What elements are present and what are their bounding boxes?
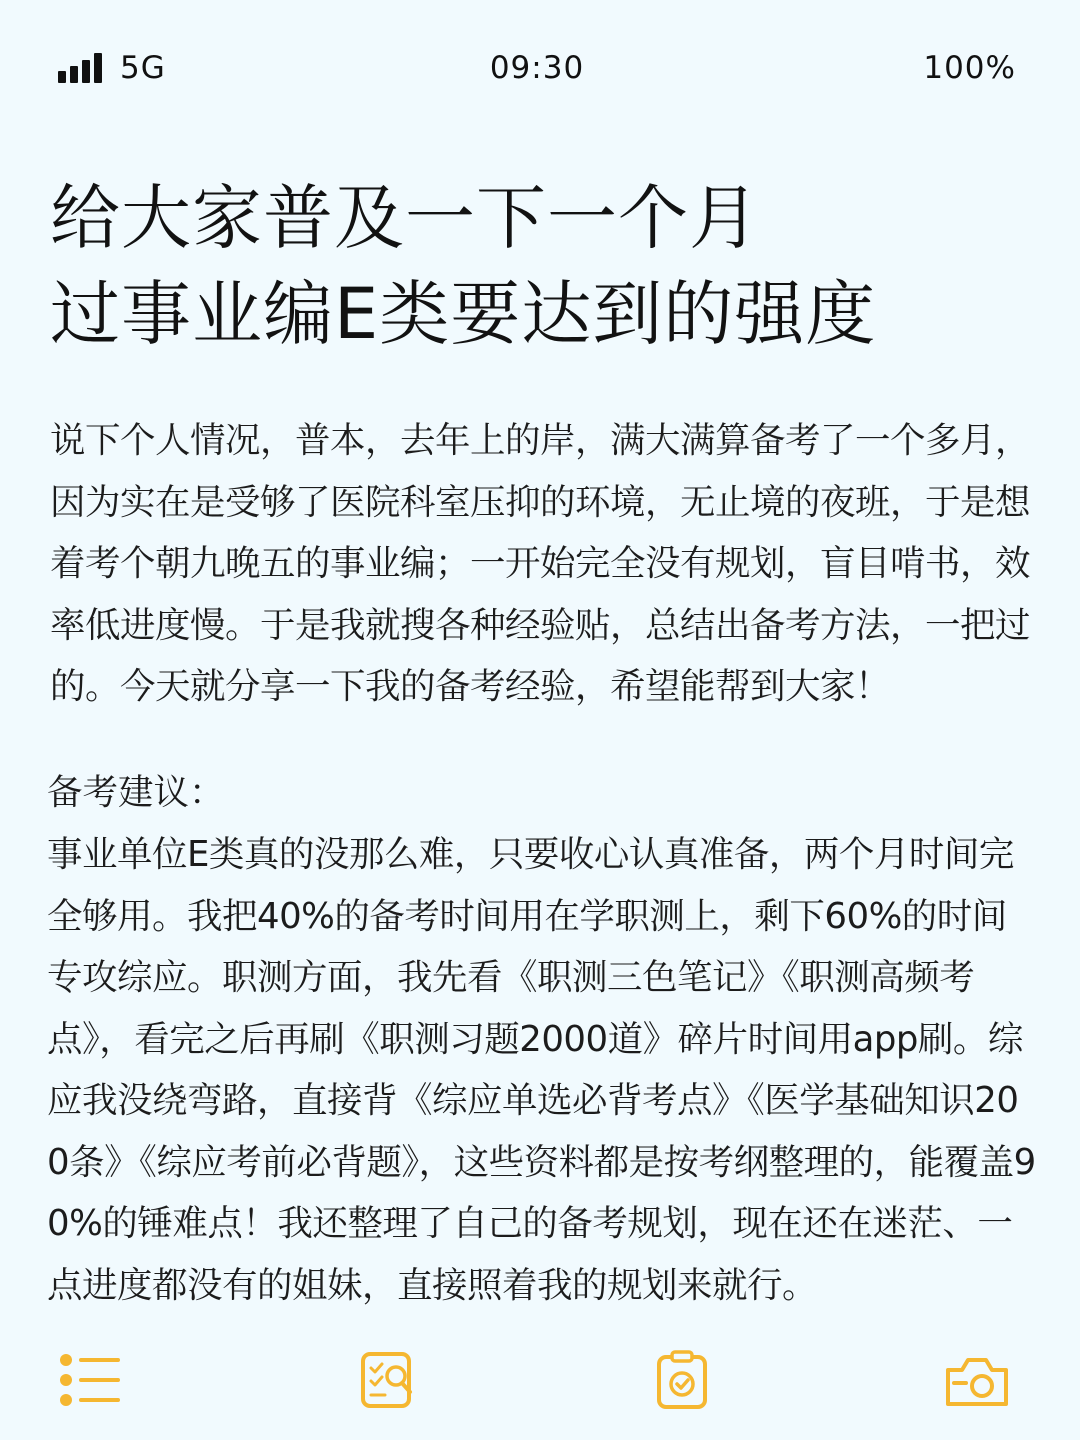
post-title-line-2: 过事业编E类要达到的强度 bbox=[50, 273, 877, 355]
bottom-toolbar bbox=[0, 1350, 1080, 1414]
network-type: 5G bbox=[120, 50, 166, 86]
camera-icon[interactable] bbox=[944, 1350, 1010, 1410]
post-title-line-1: 给大家普及一下一个月 bbox=[50, 177, 760, 259]
advice-heading: 备考建议： bbox=[47, 772, 225, 813]
post-title bbox=[50, 170, 1030, 362]
status-time: 09:30 bbox=[489, 50, 585, 86]
checklist-search-icon[interactable] bbox=[357, 1350, 423, 1410]
intro-paragraph: 说下个人情况，普本，去年上的岸，满大满算备考了一个多月，因为实在是受够了医院科室压抑的环境，无止境的夜班，于是想着考个朝九晚五的事业编；一开始完全没有规划，盲目啃书，效率低进度慢。于是我就搜各种经验贴，总结出备考方法，一把过的。今天就分享一下我的备考经验，希望能帮到大家！ bbox=[50, 420, 1031, 707]
advice-paragraph: 事业单位E类真的没那么难，只要收心认真准备，两个月时间完全够用。我把40%的备考时间用在学职测上，剩下60%的时间专攻综应。职测方面，我先看《职测三色笔记》《职测高频考点》，看完之后再刷《职测习题2000道》碎片时间用app刷。综应我没绕弯路，直接背《综应单选必背考点》《医学基础知识200条》《综应考前必背题》，这些资料都是按考纲整理的，能覆盖90%的锤难点！我还整理了自己的备考规划，现在还在迷茫、一点进度都没有的姐妹，直接照着我的规划来就行。 bbox=[47, 834, 1036, 1306]
status-left bbox=[58, 50, 218, 86]
list-icon[interactable] bbox=[58, 1350, 124, 1410]
clipboard-check-icon[interactable] bbox=[650, 1350, 716, 1410]
battery-level: 100% bbox=[923, 50, 1016, 86]
status-bar bbox=[58, 40, 1016, 96]
signal-strength-icon bbox=[58, 53, 102, 83]
